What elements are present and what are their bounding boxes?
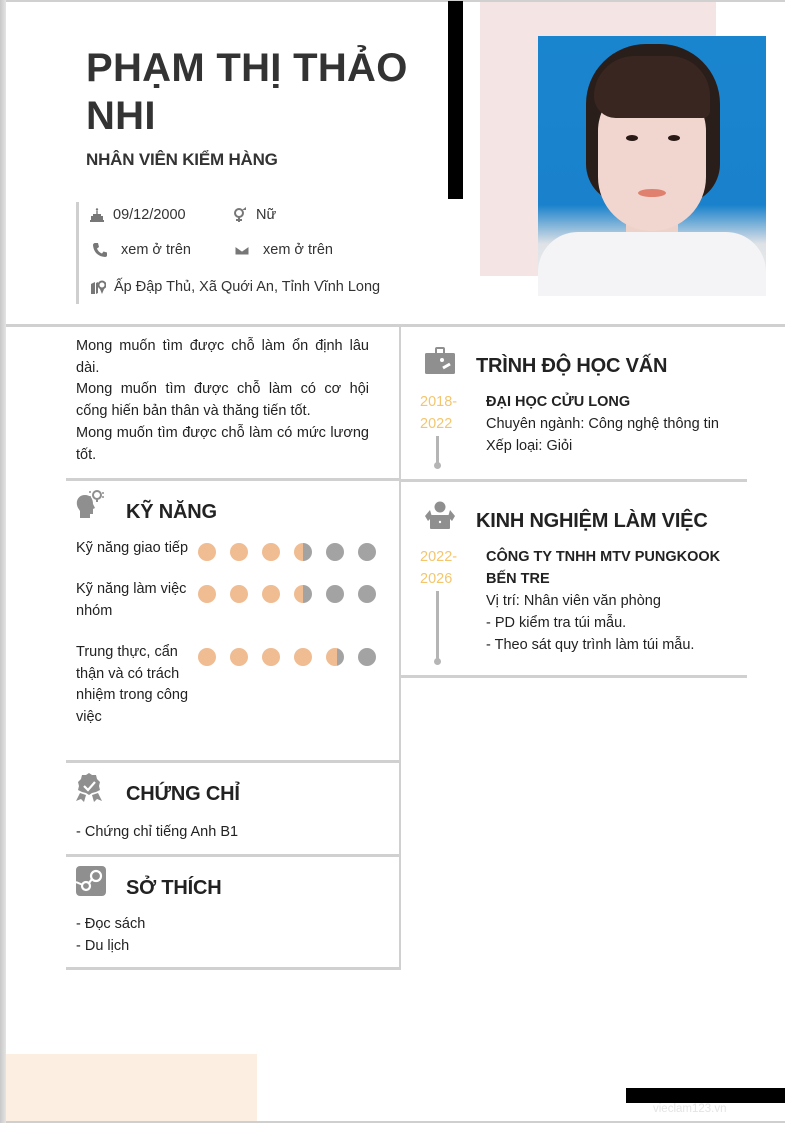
education-years bbox=[420, 391, 460, 435]
school-name: ĐẠI HỌC CỬU LONG bbox=[486, 394, 631, 410]
job-title: NHÂN VIÊN KIỂM HÀNG bbox=[86, 150, 278, 169]
phone-item bbox=[92, 242, 191, 258]
phone-icon bbox=[92, 242, 108, 258]
rating-dot-filled bbox=[262, 648, 280, 666]
certificates-list bbox=[76, 821, 238, 843]
map-marker-icon bbox=[90, 279, 106, 295]
skill-label: Kỹ năng làm việc nhóm bbox=[76, 581, 187, 619]
steam-gamepad-icon bbox=[76, 866, 106, 896]
year-end: 2026 bbox=[420, 571, 453, 587]
hobbies-title: SỞ THÍCH bbox=[126, 877, 222, 899]
certificates-divider bbox=[66, 854, 400, 857]
experience-entry bbox=[486, 546, 746, 656]
decorative-peach-block bbox=[6, 1054, 257, 1121]
rating-dot-filled bbox=[230, 585, 248, 603]
rating-dot-filled bbox=[198, 648, 216, 666]
email-item bbox=[234, 242, 333, 258]
education-title: TRÌNH ĐỘ HỌC VẤN bbox=[476, 355, 668, 377]
rating-dot-half bbox=[294, 585, 312, 603]
skill-rating bbox=[198, 543, 376, 561]
experience-detail: - Theo sát quy trình làm túi mẫu. bbox=[486, 637, 695, 653]
education-detail: Chuyên ngành: Công nghệ thông tin bbox=[486, 416, 719, 432]
skill-label: Trung thực, cẩn thận và có trách nhiệm trong công việc bbox=[76, 644, 189, 725]
rating-dot-empty bbox=[358, 543, 376, 561]
experience-divider bbox=[400, 675, 747, 678]
decorative-footer-bar bbox=[626, 1088, 785, 1103]
timeline-line bbox=[436, 591, 439, 659]
gender-item bbox=[232, 207, 276, 223]
email-value: xem ở trên bbox=[263, 242, 333, 258]
hobbies-list bbox=[76, 913, 145, 957]
objective-line: Mong muốn tìm được chỗ làm có mức lương tốt. bbox=[76, 424, 369, 463]
year-end: 2022 bbox=[420, 416, 453, 432]
rating-dot-empty bbox=[326, 543, 344, 561]
career-objective bbox=[76, 336, 369, 466]
experience-detail: Vị trí: Nhân viên văn phòng bbox=[486, 593, 661, 609]
experience-detail: - PD kiểm tra túi mẫu. bbox=[486, 615, 627, 631]
skills-title: KỸ NĂNG bbox=[126, 501, 217, 523]
hobby-item: - Đọc sách bbox=[76, 916, 146, 932]
personal-info bbox=[76, 202, 396, 304]
watermark: vieclam123.vn bbox=[653, 1103, 727, 1115]
birthday-value: 09/12/2000 bbox=[113, 207, 186, 223]
experience-years bbox=[420, 546, 460, 590]
skill-rating bbox=[198, 585, 376, 603]
certificates-title: CHỨNG CHỈ bbox=[126, 783, 240, 805]
suitcase-icon bbox=[425, 346, 455, 376]
hobby-item: - Du lịch bbox=[76, 938, 130, 954]
phone-value: xem ở trên bbox=[121, 242, 191, 258]
experience-title: KINH NGHIỆM LÀM VIỆC bbox=[476, 510, 708, 532]
head-lightbulb-icon bbox=[75, 489, 105, 519]
rating-dot-filled bbox=[198, 543, 216, 561]
birthday-item bbox=[89, 207, 186, 223]
address-value: Ấp Đập Thủ, Xã Quới An, Tỉnh Vĩnh Long bbox=[114, 279, 381, 295]
award-badge-icon bbox=[74, 772, 104, 802]
rating-dot-filled bbox=[230, 648, 248, 666]
rating-dot-empty bbox=[358, 585, 376, 603]
year-start: 2018- bbox=[420, 394, 458, 410]
timeline-line bbox=[436, 436, 439, 464]
education-divider bbox=[400, 479, 747, 482]
birthday-cake-icon bbox=[89, 207, 105, 223]
rating-dot-filled bbox=[230, 543, 248, 561]
rating-dot-filled bbox=[262, 585, 280, 603]
company-name: CÔNG TY TNHH MTV PUNGKOOK BẾN TRE bbox=[486, 549, 721, 587]
candidate-name: PHẠM THỊ THẢO NHI bbox=[86, 46, 408, 138]
gender-value: Nữ bbox=[256, 207, 277, 223]
timeline-dot bbox=[434, 462, 441, 469]
certificate-item: - Chứng chỉ tiếng Anh B1 bbox=[76, 824, 239, 840]
rating-dot-partial bbox=[326, 648, 344, 666]
objective-divider bbox=[66, 478, 400, 481]
rating-dot-filled bbox=[198, 585, 216, 603]
header-divider bbox=[6, 324, 785, 327]
rating-dot-filled bbox=[294, 648, 312, 666]
education-detail: Xếp loại: Giỏi bbox=[486, 438, 573, 454]
rating-dot-empty bbox=[326, 585, 344, 603]
envelope-icon bbox=[234, 242, 250, 258]
decorative-black-bar bbox=[448, 1, 463, 199]
skill-rating bbox=[198, 648, 376, 666]
education-entry bbox=[486, 391, 746, 457]
rating-dot-filled bbox=[262, 543, 280, 561]
hobbies-divider bbox=[66, 967, 400, 970]
column-divider bbox=[399, 324, 401, 970]
rating-dot-half bbox=[294, 543, 312, 561]
person-laptop-icon bbox=[425, 501, 455, 531]
address-item bbox=[90, 279, 380, 295]
year-start: 2022- bbox=[420, 549, 458, 565]
objective-line: Mong muốn tìm được chỗ làm có cơ hội cống hiến bản thân và thăng tiến tốt. bbox=[76, 381, 369, 420]
skills-divider bbox=[66, 760, 400, 763]
gender-icon bbox=[232, 207, 248, 223]
skill-label: Kỹ năng giao tiếp bbox=[76, 540, 189, 556]
timeline-dot bbox=[434, 658, 441, 665]
page-shadow bbox=[0, 0, 6, 1123]
objective-line: Mong muốn tìm được chỗ làm ổn định lâu dài. bbox=[76, 338, 369, 376]
profile-photo bbox=[538, 36, 766, 296]
rating-dot-empty bbox=[358, 648, 376, 666]
